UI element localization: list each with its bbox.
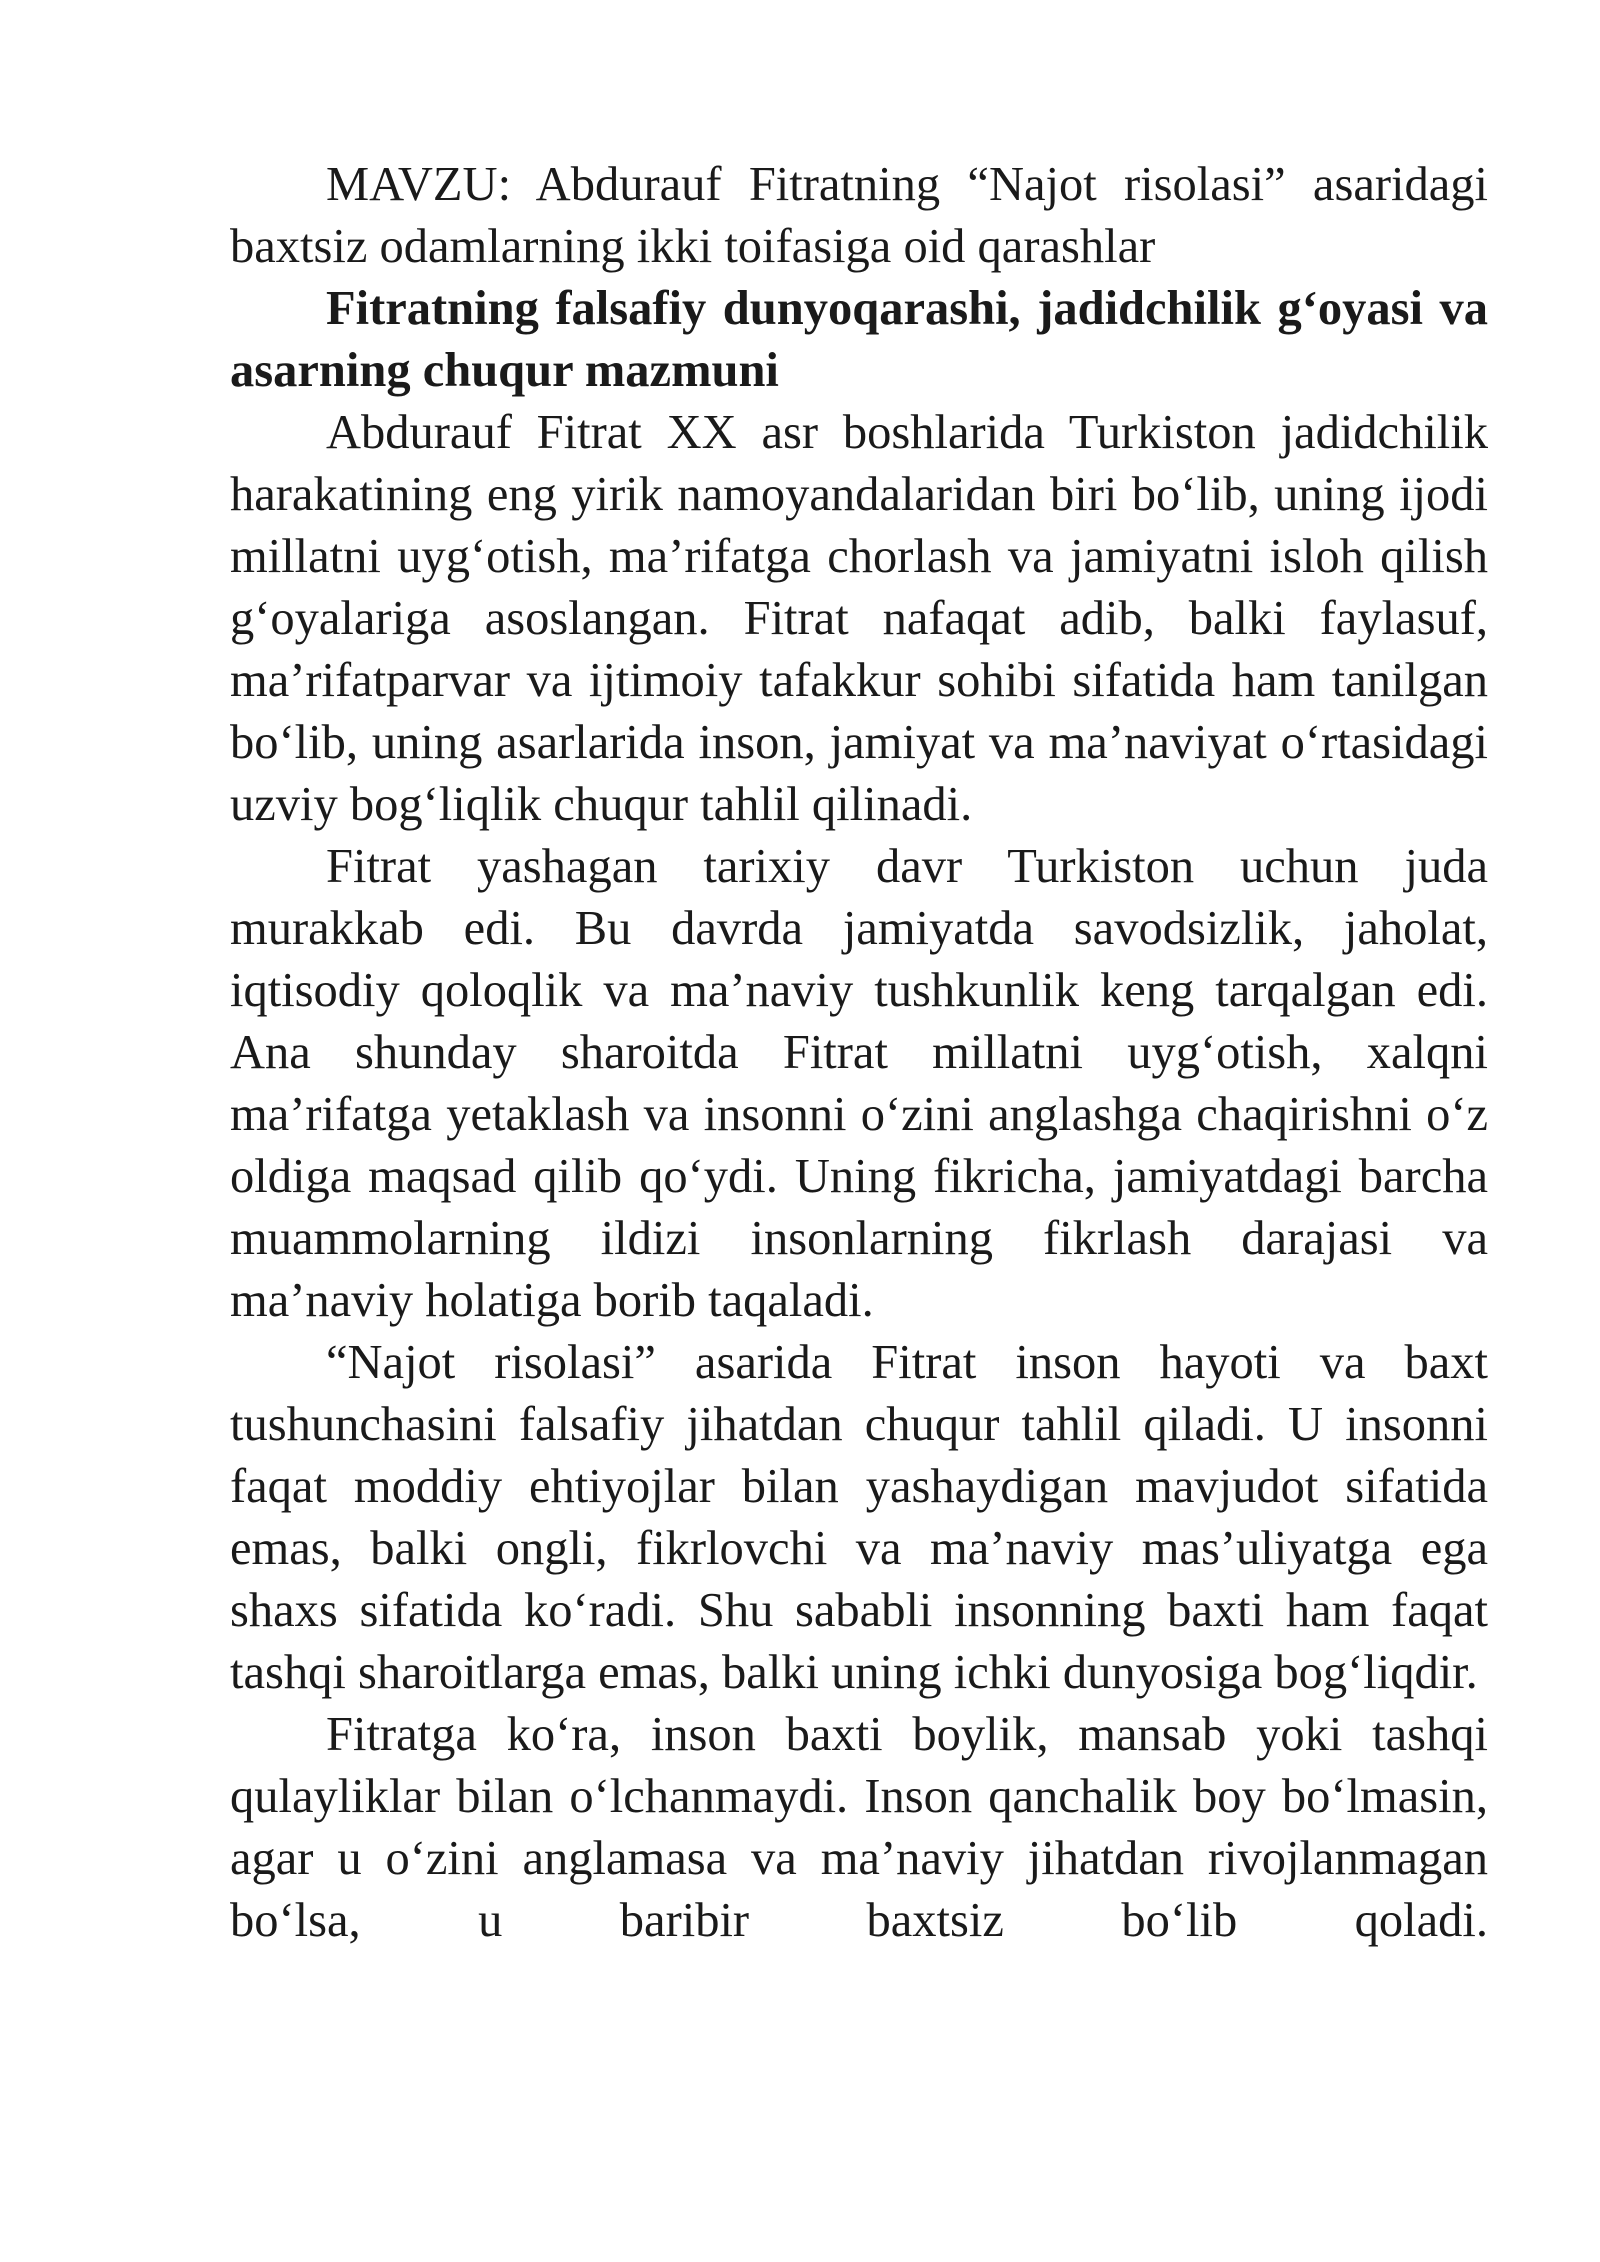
section-heading: Fitratning falsafiy dunyoqarashi, jadidchilik g‘oyasi va asarning chuqur mazmuni: [230, 282, 1488, 397]
body-paragraph: “Najot risolasi” asarida Fitrat inson hayoti va baxt tushunchasini falsafiy jihatdan chuqur tahlil qiladi. U insonni faqat moddiy ehtiyojlar bilan yashaydigan mavjudot sifatida emas, balki ongli, fikrlovchi va ma’naviy mas’uliyatga ega shaxs sifatida ko‘radi. Shu sababli insonning baxti ham faqat tashqi sharoitlarga emas, balki uning ichki dunyosiga bog‘liqdir.: [230, 1336, 1488, 1699]
topic-paragraph: MAVZU: Abdurauf Fitratning “Najot risolasi” asaridagi baxtsiz odamlarning ikki toifasiga oid qarashlar: [230, 158, 1488, 273]
body-paragraph: Fitrat yashagan tarixiy davr Turkiston uchun juda murakkab edi. Bu davrda jamiyatda savodsizlik, jaholat, iqtisodiy qoloqlik va ma’naviy tushkunlik keng tarqalgan edi. Ana shunday sharoitda Fitrat millatni uyg‘otish, xalqni ma’rifatga yetaklash va insonni o‘zini anglashga chaqirishni o‘z oldiga maqsad qilib qo‘ydi. Uning fikricha, jamiyatdagi barcha muammolarning ildizi insonlarning fikrlash darajasi va ma’naviy holatiga borib taqaladi.: [230, 840, 1488, 1327]
body-paragraph: Fitratga ko‘ra, inson baxti boylik, mansab yoki tashqi qulayliklar bilan o‘lchanmaydi. Inson qanchalik boy bo‘lmasin, agar u o‘zini anglamasa va ma’naviy jihatdan rivojlanmagan bo‘lsa, u baribir baxtsiz bo‘lib qoladi.: [230, 1708, 1488, 1947]
body-paragraph: Abdurauf Fitrat XX asr boshlarida Turkiston jadidchilik harakatining eng yirik namoyandalaridan biri bo‘lib, uning ijodi millatni uyg‘otish, ma’rifatga chorlash va jamiyatni isloh qilish g‘oyalariga asoslangan. Fitrat nafaqat adib, balki faylasuf, ma’rifatparvar va ijtimoiy tafakkur sohibi sifatida ham tanilgan bo‘lib, uning asarlarida inson, jamiyat va ma’naviyat o‘rtasidagi uzviy bog‘liqlik chuqur tahlil qilinadi.: [230, 406, 1488, 831]
document-page: [230, 154, 1488, 1952]
